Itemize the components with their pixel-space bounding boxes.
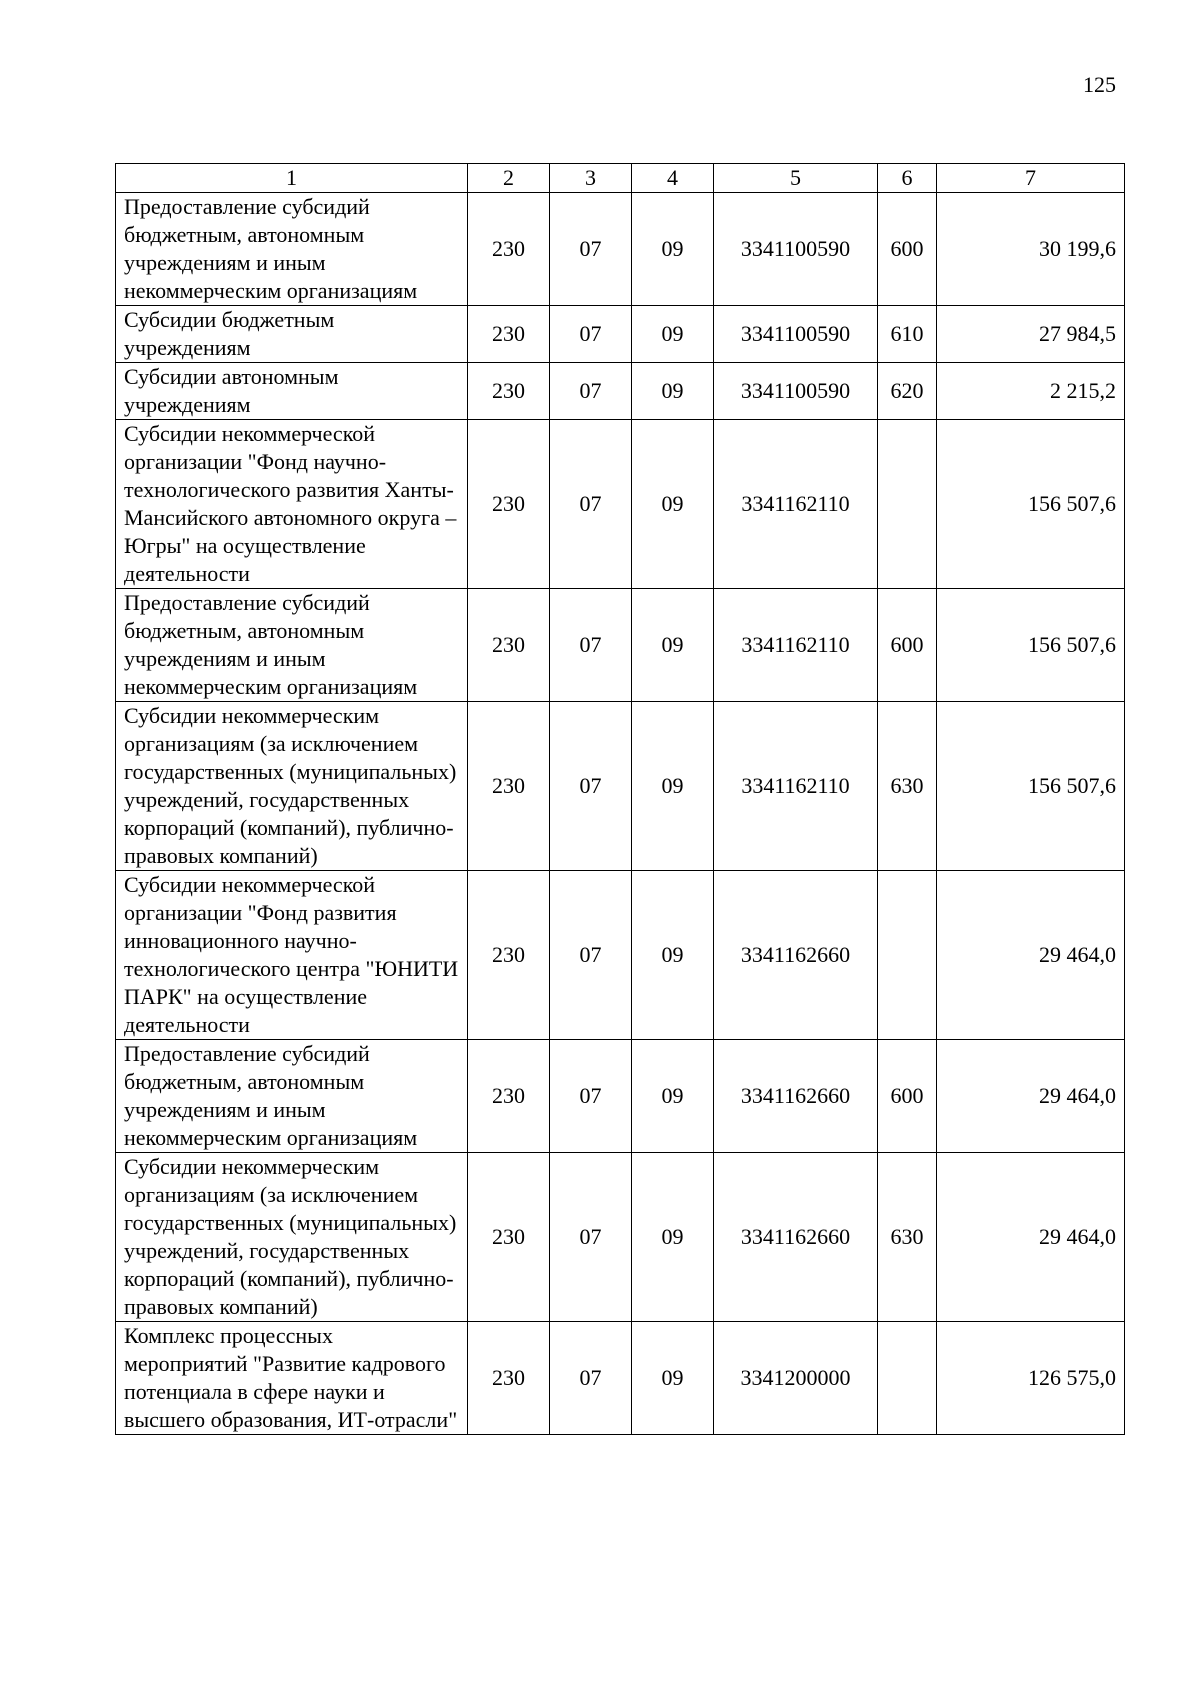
ministry-code-cell: 230: [468, 589, 550, 702]
column-header: 2: [468, 164, 550, 193]
subsection-code-cell: 09: [632, 363, 714, 420]
target-article-cell: 3341162660: [714, 871, 878, 1040]
row-name-cell: Предоставление субсидий бюджетным, автономным учреждениям и иным некоммерческим организациям: [116, 1040, 468, 1153]
expense-type-cell: 600: [878, 193, 937, 306]
column-header: 7: [937, 164, 1125, 193]
table-header-row: [116, 164, 1125, 193]
section-code-cell: 07: [550, 702, 632, 871]
row-name-cell: Субсидии бюджетным учреждениям: [116, 306, 468, 363]
row-name-cell: Субсидии некоммерческой организации "Фонд научно-технологического развития Ханты-Мансийского автономного округа – Югры" на осуществление деятельности: [116, 420, 468, 589]
target-article-cell: 3341100590: [714, 306, 878, 363]
ministry-code-cell: 230: [468, 193, 550, 306]
row-name-cell: Предоставление субсидий бюджетным, автономным учреждениям и иным некоммерческим организациям: [116, 589, 468, 702]
expense-type-cell: [878, 1322, 937, 1435]
target-article-cell: 3341100590: [714, 363, 878, 420]
section-code-cell: 07: [550, 306, 632, 363]
amount-cell: 2 215,2: [937, 363, 1125, 420]
table-row: [116, 193, 1125, 306]
expense-type-cell: 630: [878, 1153, 937, 1322]
subsection-code-cell: 09: [632, 420, 714, 589]
table-row: [116, 1153, 1125, 1322]
expense-type-cell: 620: [878, 363, 937, 420]
target-article-cell: 3341162110: [714, 589, 878, 702]
section-code-cell: 07: [550, 1153, 632, 1322]
row-name-cell: Предоставление субсидий бюджетным, автономным учреждениям и иным некоммерческим организациям: [116, 193, 468, 306]
subsection-code-cell: 09: [632, 1153, 714, 1322]
expense-type-cell: [878, 420, 937, 589]
table-row: [116, 702, 1125, 871]
column-header: 5: [714, 164, 878, 193]
ministry-code-cell: 230: [468, 306, 550, 363]
subsection-code-cell: 09: [632, 589, 714, 702]
row-name-cell: Субсидии некоммерческим организациям (за исключением государственных (муниципальных) учреждений, государственных корпораций (компаний), публично-правовых компаний): [116, 702, 468, 871]
subsection-code-cell: 09: [632, 1322, 714, 1435]
column-header: 4: [632, 164, 714, 193]
column-header: 6: [878, 164, 937, 193]
section-code-cell: 07: [550, 589, 632, 702]
target-article-cell: 3341162110: [714, 420, 878, 589]
table-row: [116, 306, 1125, 363]
ministry-code-cell: 230: [468, 871, 550, 1040]
expense-type-cell: 630: [878, 702, 937, 871]
target-article-cell: 3341162660: [714, 1040, 878, 1153]
ministry-code-cell: 230: [468, 1153, 550, 1322]
row-name-cell: Комплекс процессных мероприятий "Развитие кадрового потенциала в сфере науки и высшего образования, ИТ-отрасли": [116, 1322, 468, 1435]
subsection-code-cell: 09: [632, 193, 714, 306]
expense-type-cell: [878, 871, 937, 1040]
ministry-code-cell: 230: [468, 363, 550, 420]
subsection-code-cell: 09: [632, 871, 714, 1040]
amount-cell: 156 507,6: [937, 702, 1125, 871]
amount-cell: 30 199,6: [937, 193, 1125, 306]
row-name-cell: Субсидии автономным учреждениям: [116, 363, 468, 420]
amount-cell: 27 984,5: [937, 306, 1125, 363]
column-header: 3: [550, 164, 632, 193]
section-code-cell: 07: [550, 1322, 632, 1435]
amount-cell: 29 464,0: [937, 1153, 1125, 1322]
section-code-cell: 07: [550, 193, 632, 306]
amount-cell: 156 507,6: [937, 420, 1125, 589]
target-article-cell: 3341162660: [714, 1153, 878, 1322]
ministry-code-cell: 230: [468, 420, 550, 589]
target-article-cell: 3341200000: [714, 1322, 878, 1435]
subsection-code-cell: 09: [632, 702, 714, 871]
amount-cell: 29 464,0: [937, 871, 1125, 1040]
row-name-cell: Субсидии некоммерческим организациям (за исключением государственных (муниципальных) учреждений, государственных корпораций (компаний), публично-правовых компаний): [116, 1153, 468, 1322]
ministry-code-cell: 230: [468, 702, 550, 871]
target-article-cell: 3341100590: [714, 193, 878, 306]
page-number: 125: [1083, 72, 1116, 97]
ministry-code-cell: 230: [468, 1040, 550, 1153]
table-row: [116, 1040, 1125, 1153]
table-row: [116, 363, 1125, 420]
amount-cell: 126 575,0: [937, 1322, 1125, 1435]
table-row: [116, 589, 1125, 702]
amount-cell: 29 464,0: [937, 1040, 1125, 1153]
expense-type-cell: 600: [878, 589, 937, 702]
amount-cell: 156 507,6: [937, 589, 1125, 702]
table-row: [116, 1322, 1125, 1435]
row-name-cell: Субсидии некоммерческой организации "Фонд развития инновационного научно-технологического центра "ЮНИТИ ПАРК" на осуществление деятельности: [116, 871, 468, 1040]
budget-table: [115, 163, 1125, 1435]
table-row: [116, 871, 1125, 1040]
section-code-cell: 07: [550, 1040, 632, 1153]
section-code-cell: 07: [550, 871, 632, 1040]
section-code-cell: 07: [550, 363, 632, 420]
ministry-code-cell: 230: [468, 1322, 550, 1435]
section-code-cell: 07: [550, 420, 632, 589]
expense-type-cell: 610: [878, 306, 937, 363]
expense-type-cell: 600: [878, 1040, 937, 1153]
column-header: 1: [116, 164, 468, 193]
subsection-code-cell: 09: [632, 306, 714, 363]
target-article-cell: 3341162110: [714, 702, 878, 871]
table-row: [116, 420, 1125, 589]
subsection-code-cell: 09: [632, 1040, 714, 1153]
